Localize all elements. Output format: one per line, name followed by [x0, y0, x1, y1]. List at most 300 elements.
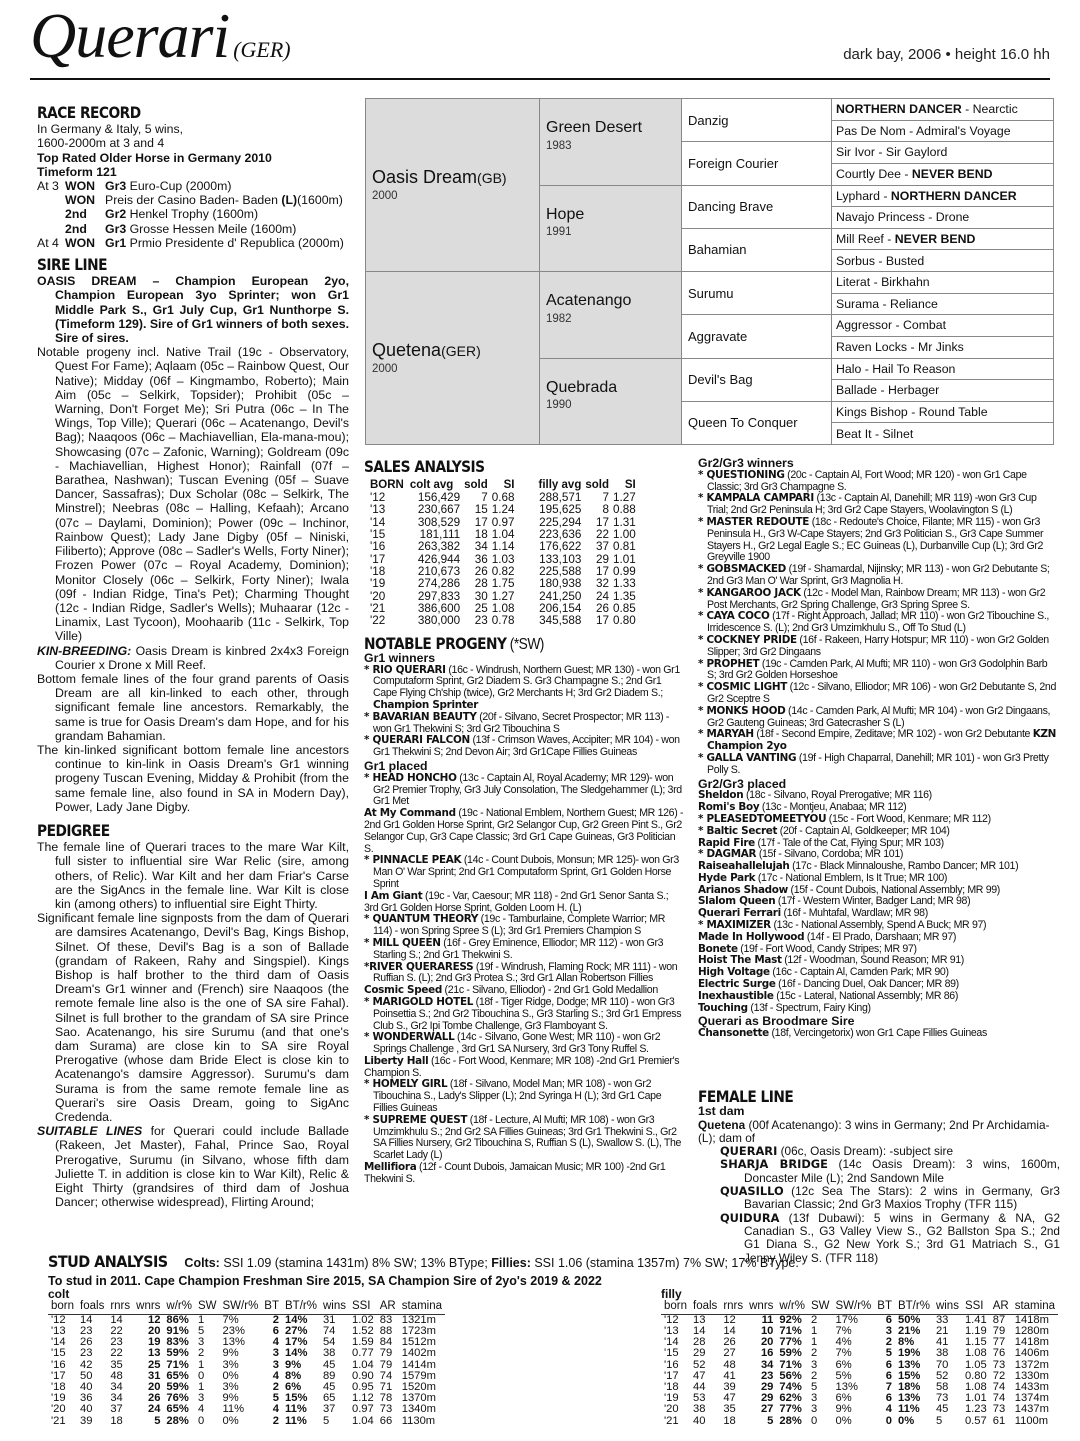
- stud-header: BT/r%: [282, 1300, 320, 1314]
- sales-cell: 17: [595, 614, 609, 628]
- pedigree-year: 1983: [546, 139, 572, 152]
- sales-cell: 37: [595, 540, 609, 554]
- stud-cell: 20: [760, 1336, 774, 1349]
- first-dam-heading: 1st dam: [698, 1104, 745, 1119]
- sales-cell: 225,588: [539, 564, 582, 578]
- horse-country: (GER): [233, 37, 291, 62]
- stud-header: rnrs: [107, 1300, 133, 1314]
- sales-cell: 0.81: [612, 540, 636, 554]
- pedigree-great-grandparent: Dancing Brave: [682, 185, 832, 228]
- sales-analysis: [364, 458, 684, 627]
- sales-cell: 26: [474, 564, 488, 578]
- stud-cell: 0: [885, 1414, 892, 1427]
- stud-cell: 29: [693, 1347, 706, 1360]
- stud-cell: 40: [80, 1403, 93, 1416]
- sire-line-p2: Notable progeny incl. Native Trail (19c - Observatory, Quest For Fame); Aqlaam (05c – Rainbow Quest, Our Native); Midday (06f – Kingmambo, Roberto); Main Aim (05c – Selkirk, Topsider); Prohibit (05c – Warning, Don't Forget Me); Sri Putra (06c – In The Wings, Top Ville); Querari (06c – Acatenango, Devil's Bag); Naaqoos (06c – Machiavellian, Ela-mana-mou); Showcasing (07c – Zafonic, Warning); Goldream (09c - Machiavellian, Highest Honor); Rainfall (07f – Barathea, Nashwan); Tuscan Evening (05f – Suave Dancer, Sassafras); Dux Scholar (08c – Selkirk, The Minstrel); Neebras (08c – Halling, Kefaah); Arcano (07c – Daylami, Dominion); Power (09c – Inchinor, Rainbow Quest); Lady Jane Digby (05f – Niniski, Filiberto); Approve (08c – Sadler's Wells, Forty Niner); Frozen Power (07c – Royal Academy, Dominion); Monitor Closely (06c – Selkirk, Forty Niner); Iwala (09f - Indian Ridge, Tina's Pet); Charming Thought (12c - Indian Ridge, Sadler's Wells); Muhaarar (12c - Linamix, Last Tycoon), Moohaarib (11c - Selkirk, Top Ville): [37, 345, 349, 644]
- sales-cell: 23: [474, 614, 488, 628]
- stud-cell: 16: [760, 1347, 774, 1360]
- stud-cell: 6%: [835, 1392, 852, 1405]
- stud-cell: 5: [935, 1414, 943, 1427]
- title-rule: [30, 78, 1050, 80]
- stud-cell: 33: [935, 1313, 949, 1326]
- stud-cell: 9%: [222, 1347, 239, 1360]
- stud-cell: 5: [322, 1414, 330, 1427]
- stud-cell: 2: [810, 1369, 818, 1382]
- stud-cell: 3: [810, 1392, 818, 1405]
- stud-cell: 3: [197, 1392, 205, 1405]
- progeny-name: * Baltic Secret: [698, 824, 778, 837]
- pedigree-ggg-a: Courtly Dee -: [836, 167, 912, 181]
- stud-cell: 18: [110, 1414, 123, 1427]
- sales-cell: 7: [481, 491, 488, 505]
- sales-cell: 25: [474, 601, 488, 615]
- progeny-entry: [698, 659, 1058, 683]
- sales-row: [364, 541, 636, 553]
- pedigree-great-grandparent: Surumu: [682, 272, 832, 315]
- stud-cell: 1406m: [1014, 1347, 1049, 1360]
- stud-cell: 3: [272, 1358, 279, 1371]
- stud-cell: 19: [147, 1336, 161, 1349]
- stud-cell: 29: [760, 1381, 774, 1394]
- progeny-extra: Champion Sprinter: [373, 698, 479, 711]
- sales-cell: 36: [474, 552, 488, 566]
- female-line-name: SHARJA BRIDGE: [720, 1157, 828, 1172]
- pedigree-ggg-a: Kings Bishop - Round Table: [836, 404, 988, 419]
- progeny-entry: [698, 611, 1058, 635]
- female-line-text: (13f Dubawi): 5 wins in Germany & NA, G2 Canadian S., G3 Valley View S., G2 Ballston Spa S.; 2nd G1 Diana S., G2 New York S.; 3rd G1 Matriach S., G1 Jenny Wiley S. (TFR 118): [744, 1210, 1060, 1265]
- stud-cell: 1.01: [964, 1392, 987, 1405]
- stud-cell: '19: [663, 1392, 679, 1405]
- stud-cell: 6%: [835, 1358, 852, 1371]
- stud-header: foals: [690, 1300, 720, 1314]
- progeny-text: (17c - Black Minnaloushe, Rambo Dancer; MR 101): [789, 860, 1019, 873]
- colts-label: Colts:: [184, 1256, 220, 1270]
- sales-cell: 195,625: [539, 503, 582, 517]
- progeny-extra: KZN Champion 2yo: [707, 728, 1057, 753]
- bms-list: [698, 1028, 1058, 1040]
- race-age: [37, 222, 65, 236]
- stud-cell: 36: [80, 1392, 93, 1405]
- stud-header-row: [48, 1300, 445, 1314]
- progeny-name: I Am Giant: [364, 889, 423, 902]
- stud-cell: '18: [51, 1381, 66, 1394]
- progeny-name: * MAXIMIZER: [698, 919, 771, 932]
- stud-cell: 5: [767, 1414, 774, 1427]
- female-line-name: QUASILLO: [720, 1184, 784, 1199]
- stud-cell: 77%: [779, 1403, 802, 1416]
- stud-cell: 5%: [835, 1369, 852, 1382]
- race-name: Gr3 Euro-Cup (2000m): [105, 179, 232, 194]
- stud-header: rnrs: [720, 1300, 746, 1314]
- stud-header: w/r%: [776, 1300, 808, 1314]
- progeny-heading-text: NOTABLE PROGENY: [364, 634, 507, 653]
- stud-cell: 0.90: [351, 1369, 374, 1382]
- stud-row: [661, 1348, 1058, 1359]
- gr1-winners-list: [364, 665, 684, 759]
- stud-cell: 0%: [222, 1414, 239, 1427]
- progeny-name: Hyde Park: [698, 871, 756, 884]
- sales-cell: '15: [370, 528, 386, 542]
- sales-cell: 297,833: [417, 589, 461, 603]
- sales-cell: 17: [474, 515, 488, 529]
- stud-tables: [48, 1288, 1058, 1426]
- progeny-text: (18f - Tiger Ridge, Dodge; MR 110) - won Gr3 Poinsettia S.; 2nd Gr2 Tibouchina S., Gr3 Starling S.; 3rd Gr1 Empress Club S., Gr2 Ipi Tombe Challenge, Gr3 Flamboyant S.: [373, 995, 682, 1032]
- sales-table: [364, 479, 636, 628]
- stud-cell: 5: [154, 1414, 161, 1427]
- stud-header: SW/r%: [833, 1300, 875, 1314]
- pedigree-great-grandparent: Foreign Courier: [682, 142, 832, 185]
- stud-cell: 47: [693, 1369, 706, 1382]
- pedigree-ggg-a: Aggressor - Combat: [836, 318, 947, 333]
- sales-cell: 426,944: [417, 552, 461, 566]
- stud-header: wnrs: [133, 1300, 163, 1314]
- stud-cell: 7: [885, 1381, 892, 1394]
- stud-cell: 1414m: [401, 1358, 436, 1371]
- sales-cell: 181,111: [419, 528, 461, 542]
- stud-cell: 9%: [222, 1392, 239, 1405]
- sales-cell: 30: [474, 589, 488, 603]
- progeny-entry: [364, 1056, 684, 1080]
- stud-cell: 74: [379, 1369, 393, 1382]
- progeny-text: (18c - Silvano, Royal Prerogative; MR 116): [743, 789, 932, 802]
- stud-cell: 31: [322, 1313, 336, 1326]
- stud-cell: 5: [197, 1325, 205, 1337]
- progeny-entry: [364, 855, 684, 890]
- stud-cell: 2: [810, 1347, 818, 1360]
- sales-row: [364, 504, 636, 516]
- stud-cell: 0%: [835, 1414, 852, 1427]
- progeny-name: At My Command: [364, 807, 456, 820]
- progeny-text: (19f - High Chaparral, Danehill; MR 101) - won Gr3 Pretty Polly S.: [707, 751, 1049, 776]
- stud-cell: 18%: [897, 1381, 921, 1394]
- stud-cell: 1330m: [1014, 1369, 1049, 1382]
- progeny-text: (18f - Lecture, Al Mufti; MR 108) - won Gr3 Umzimkhulu S.; 2nd Gr2 SA Fillies Guineas; 3rd Gr1 Thekwini S., Gr2 SA Fillies Nursery, Gr2 Tibouchina S, Ruffian S (L), Swallow S. (L), The Scarlet Lady (L): [373, 1113, 682, 1162]
- progeny-text: (14c - Silvano, Gone West; MR 110) - won Gr2 Springs Challenge , 3rd Gr1 SA Nursery, 3rd Gr3 Tony Ruffel S.: [373, 1031, 661, 1056]
- progeny-entry: [364, 891, 684, 915]
- sales-cell: 26: [595, 601, 609, 615]
- progeny-name: * COSMIC LIGHT: [698, 681, 788, 694]
- stud-cell: 15%: [285, 1392, 308, 1405]
- progeny-name: * PINNACLE PEAK: [364, 854, 462, 867]
- stud-cell: 44: [693, 1381, 706, 1394]
- progeny-text: (14c - Count Dubois, Monsun; MR 125)- won Gr3 Man O' War Sprint; 2nd Gr1 Computaform Sprint, Gr1 Golden Horse Sprint: [373, 854, 679, 890]
- stud-cell: 1437m: [1014, 1403, 1049, 1416]
- stud-cell: 0: [197, 1369, 205, 1382]
- stud-cell: 1: [197, 1381, 205, 1394]
- stud-cell: 26: [147, 1392, 161, 1405]
- pedigree-year: 1991: [546, 226, 572, 239]
- stud-cell: 71: [379, 1381, 393, 1394]
- stud-cell: 62%: [779, 1392, 802, 1405]
- filly-table: [661, 1300, 1058, 1426]
- stud-cell: 2: [885, 1336, 892, 1349]
- female-line-name: QUERARI: [720, 1144, 778, 1159]
- stud-heading: STUD ANALYSIS: [48, 1252, 168, 1271]
- pedigree-great-grandparent: Bahamian: [682, 228, 832, 271]
- progeny-name: * COCKNEY PRIDE: [698, 633, 797, 646]
- stud-cell: 1130m: [401, 1414, 436, 1427]
- stud-cell: 41: [723, 1369, 736, 1382]
- stud-cell: 52: [935, 1369, 949, 1382]
- stud-cell: 12: [147, 1313, 161, 1326]
- stud-cell: 26: [80, 1336, 93, 1349]
- progeny-name: * MONKS HOOD: [698, 704, 786, 717]
- progeny-entry: [364, 962, 684, 986]
- left-column: [37, 103, 350, 1210]
- sales-cell: 1.31: [612, 515, 636, 529]
- stud-cell: 0%: [897, 1414, 915, 1427]
- sales-cell: 0.82: [491, 564, 515, 578]
- pedigree-p1: The female line of Querari traces to the mare War Kilt, full sister to influential sire War Relic (sire, among others, of Relic). War Kilt and her dam Friar's Carse are the SigAncs in the female line. War Kilt is close kin (among others) to influential sire Eight Thirty.: [37, 840, 349, 911]
- stud-header: BT/r%: [895, 1300, 933, 1314]
- stud-cell: 23: [80, 1325, 93, 1337]
- stud-cell: 61: [992, 1414, 1006, 1427]
- pedigree-ggg-a: Halo - Hail To Reason: [836, 361, 956, 376]
- sales-header: BORN: [370, 478, 404, 491]
- progeny-name: High Voltage: [698, 966, 770, 979]
- stud-cell: 1372m: [1014, 1358, 1049, 1371]
- progeny-name: Inexhaustible: [698, 989, 774, 1002]
- progeny-name: * HOMELY GIRL: [364, 1078, 448, 1091]
- pedigree-ggg: [832, 250, 1054, 272]
- progeny-name: Bonete: [698, 942, 738, 955]
- stud-cell: 23: [80, 1347, 93, 1360]
- progeny-entry: [364, 735, 684, 759]
- pedigree-ggg: [832, 207, 1054, 229]
- colts-summary: SSI 1.09 (stamina 1431m) 8% SW; 13% BType;: [219, 1256, 492, 1270]
- progeny-entry: [698, 682, 1058, 706]
- stud-cell: 37: [322, 1403, 336, 1416]
- stud-cell: 20: [147, 1381, 161, 1394]
- stud-cell: '14: [663, 1336, 679, 1349]
- stud-cell: 4: [272, 1336, 279, 1349]
- race-record-row: [37, 207, 349, 221]
- progeny-name: * MASTER REDOUTE: [698, 515, 810, 528]
- pedigree-ggg-a: Sorbus - Busted: [836, 253, 925, 268]
- pedigree-great-grandparent: Queen To Conquer: [682, 401, 832, 444]
- progeny-entry: [364, 1079, 684, 1114]
- sales-header: SI: [503, 478, 515, 491]
- race-name: Gr2 Henkel Trophy (1600m): [105, 207, 259, 222]
- sales-cell: 1.75: [491, 577, 515, 591]
- stud-cell: 1723m: [401, 1325, 436, 1337]
- sales-cell: 1.01: [612, 552, 636, 566]
- stud-cell: 73: [992, 1403, 1006, 1416]
- stud-header: SSI: [962, 1300, 990, 1314]
- stud-cell: 13%: [897, 1392, 921, 1405]
- stud-cell: 1.08: [964, 1381, 987, 1394]
- fillies-summary: SSI 1.06 (stamina 1357m) 7% SW; 17% BType.: [530, 1256, 799, 1270]
- race-age: [37, 193, 65, 207]
- stud-cell: 72: [992, 1369, 1006, 1382]
- stud-cell: 31: [147, 1369, 161, 1382]
- stud-cell: 1.08: [964, 1347, 987, 1360]
- stud-cell: 65: [322, 1392, 336, 1405]
- stud-cell: 1433m: [1014, 1381, 1049, 1394]
- pedigree-ggg: [832, 315, 1054, 337]
- progeny-name: Sheldon: [698, 789, 744, 802]
- stud-cell: 1: [197, 1358, 205, 1371]
- race-record-row: [37, 179, 349, 193]
- stud-cell: 76%: [166, 1392, 189, 1405]
- stud-header: BT: [261, 1300, 282, 1314]
- progeny-heading-suffix: (*SW): [506, 636, 544, 653]
- progeny-name: * PLEASEDTOMEETYOU: [698, 812, 827, 825]
- progeny-entry: [698, 1028, 1058, 1040]
- race-age: At 3: [37, 179, 59, 194]
- stud-cell: 1: [810, 1336, 818, 1349]
- pedigree-ggg-b: NORTHERN DANCER: [890, 188, 1017, 203]
- pedigree-year: 1982: [546, 312, 572, 325]
- pedigree-year: 2000: [372, 363, 398, 376]
- stud-cell: 34: [110, 1392, 123, 1405]
- progeny-text: (15c - Lateral, National Assembly; MR 86): [773, 989, 958, 1002]
- progeny-entry: [698, 493, 1058, 517]
- stud-cell: 11%: [285, 1414, 307, 1427]
- progeny-text: (17f - Right Approach, Jallad; MR 110) - won Gr2 Tibouchine S., Irridescence S. (L); 2nd Gr3 Umzimkhulu S., Off To Stud (L): [707, 610, 1050, 635]
- progeny-text: (13c - National Assembly, Spend A Buck; MR 97): [770, 919, 987, 932]
- kin-breeding-label: KIN-BREEDING:: [37, 643, 132, 658]
- sales-cell: 1.04: [491, 528, 515, 542]
- stud-cell: 1: [197, 1313, 205, 1326]
- filly-table-wrap: [661, 1288, 1058, 1426]
- sales-cell: 288,571: [539, 491, 582, 505]
- pedigree-row: [366, 272, 1054, 294]
- progeny-name: *RIVER QUERARESS: [364, 960, 474, 973]
- stud-cell: 9%: [835, 1403, 852, 1416]
- stud-cell: 35: [723, 1403, 736, 1416]
- stud-cell: 3: [810, 1358, 818, 1371]
- progeny-text: (19c - Camden Park, Al Mufti; MR 110) - won Gr3 Godolphin Barb S; 3rd Gr2 Golden Horseshoe: [707, 657, 1048, 682]
- sales-cell: 210,673: [417, 564, 461, 578]
- stud-cell: 17%: [835, 1313, 858, 1326]
- stud-cell: 6%: [285, 1381, 302, 1394]
- sales-cell: 380,000: [417, 614, 461, 628]
- stud-cell: 0.80: [964, 1369, 987, 1382]
- gr1-placed-list: [364, 773, 684, 1186]
- sales-heading: SALES ANALYSIS: [364, 457, 485, 476]
- stud-header: born: [48, 1300, 77, 1314]
- sales-cell: '17: [370, 552, 386, 566]
- sales-cell: 22: [595, 528, 609, 542]
- progeny-text: (21c - Silvano, Elliodor) - 2nd Gr1 Gold Medallion: [441, 984, 658, 997]
- pedigree-row: [366, 99, 1054, 121]
- stud-cell: '12: [51, 1313, 66, 1326]
- gr23-placed-heading: Gr2/Gr3 placed: [698, 776, 787, 791]
- pedigree-grandparent: [540, 358, 682, 445]
- progeny-text: (13f - Spectrum, Fairy King): [747, 1001, 871, 1014]
- bms-heading: Querari as Broodmare Sire: [698, 1014, 855, 1029]
- progeny-entry: [698, 706, 1058, 730]
- dam-name: Quetena: [698, 1117, 746, 1132]
- stud-cell: 11%: [285, 1403, 307, 1416]
- stud-header: born: [661, 1300, 690, 1314]
- progeny-text: (15f - Count Dubois, National Assembly; MR 99): [787, 883, 1000, 896]
- stud-cell: '14: [51, 1336, 66, 1349]
- progeny-text: (17f - Western Winter, Badger Land; MR 98): [775, 895, 971, 908]
- stud-cell: 58: [935, 1381, 949, 1394]
- pedigree-ggg-b: NEVER BEND: [894, 231, 976, 246]
- pedigree-name: Hope: [546, 205, 585, 223]
- sales-cell: '21: [370, 601, 386, 615]
- sales-cell: '20: [370, 589, 386, 603]
- sales-cell: 1.14: [491, 540, 515, 554]
- stud-cell: 3: [810, 1403, 818, 1416]
- stud-cell: 0.57: [964, 1414, 987, 1427]
- female-line-heading: FEMALE LINE: [698, 1087, 794, 1106]
- stud-cell: 0%: [222, 1369, 239, 1382]
- stud-cell: 4: [272, 1403, 279, 1416]
- stud-cell: 1512m: [401, 1336, 436, 1349]
- progeny-name: * WONDERWALL: [364, 1031, 455, 1044]
- stud-cell: 19%: [897, 1347, 921, 1360]
- stud-header: wins: [933, 1300, 962, 1314]
- stud-cell: '19: [51, 1392, 66, 1405]
- stud-cell: 1374m: [1014, 1392, 1049, 1405]
- stud-row: [48, 1416, 445, 1427]
- stud-cell: 78: [379, 1392, 393, 1405]
- progeny-text: (16c - Windrush, Northern Guest; MR 130) - won Gr1 Computaform Sprint, Gr2 Diadem S. Gr3 Champagne S.; 2nd Gr1 Cape Flying Ch'ship (twice), Gr2 Merchants H; 3rd Gr2 Diadem S.;: [373, 663, 680, 700]
- sales-cell: 274,286: [417, 577, 461, 591]
- stud-head: [48, 1253, 1058, 1274]
- progeny-name: Querari Ferrari: [698, 907, 781, 920]
- sales-cell: 8: [602, 503, 609, 517]
- stud-cell: 28%: [779, 1414, 802, 1427]
- progeny-text: (19c - National Emblem, Northern Guest; MR 126) - 2nd Gr1 Golden Horse Sprint, Gr2 Selangor Cup, Gr2 Green Pint S., Gr2 Selangor Cup, Gr3 Cape Classic; 3rd Gr1 Cape Guineas, Gr3 Politician S.: [364, 807, 684, 855]
- pedigree-p2: Significant female line signposts from the dam of Querari are damsires Acatenango, Devil's Bag, Kings Bishop, Silnet. Of these, Devil's Bag is a son of Ballade (grandam of Rakeen, Rahy and Singspiel). Kings Bishop is half brother to the third dam of Oasis Dream's Gr1 winner and (French) sire Naaqoos (the remote female line also is the one of SA sire Fahal). Silnet is full brother to the grandam of SA sire Prince Sao. Acatenango, his sire Surumu (and that one's dam Surama) are close kin to SA sire Royal Prerogative (whose dam Bride Elect is close kin to Acatenango's damsire Aggressor). Surumu's dam Surama is from the same remote female line as Querari's sire Oasis Dream, going to SigAnc Credenda.: [37, 911, 349, 1125]
- sales-cell: '13: [370, 503, 386, 517]
- stud-cell: 25: [147, 1358, 161, 1371]
- progeny-text: (20c - Captain Al, Fort Wood; MR 120) - won Gr1 Cape Classic; 3rd Gr3 Champagne S.: [707, 468, 1027, 493]
- race-position: 2nd: [65, 221, 87, 236]
- stud-cell: 13: [147, 1347, 161, 1360]
- stud-cell: 37: [110, 1403, 123, 1416]
- stud-cell: 2: [272, 1381, 279, 1394]
- progeny-text: (16c - Fort Wood, Kenmare; MR 108) -2nd Gr1 Premier's Champion S.: [364, 1054, 680, 1079]
- stud-cell: 89: [322, 1369, 336, 1382]
- progeny-text: (18f, Vercingetorix) won Gr1 Cape Fillies Guineas: [768, 1027, 987, 1040]
- sales-cell: 17: [595, 564, 609, 578]
- stud-cell: '13: [663, 1325, 679, 1337]
- progeny-name: Romi's Boy: [698, 801, 760, 814]
- stud-header: SW/r%: [220, 1300, 262, 1314]
- kin-breeding-text: Oasis Dream is kinbred 2x4x3 Foreign Courier x Drone x Mill Reef.: [55, 643, 349, 672]
- gr23-placed-list: [698, 790, 1058, 1014]
- progeny-text: (12f - Count Dubois, Jamaican Music; MR 100) -2nd Gr1 Thekwini S.: [364, 1161, 666, 1185]
- stud-cell: 0.97: [351, 1403, 374, 1416]
- stud-cell: 66: [379, 1414, 393, 1427]
- colt-table-wrap: [48, 1288, 445, 1426]
- progeny-name: Mellifiora: [364, 1161, 417, 1174]
- stud-cell: 11: [761, 1313, 774, 1326]
- sales-cell: 1.00: [612, 528, 636, 542]
- stud-header: SW: [195, 1300, 220, 1314]
- progeny-entry: [364, 808, 684, 855]
- stud-cell: 74%: [779, 1381, 802, 1394]
- stud-cell: 26: [723, 1336, 736, 1349]
- stud-cell: 1.52: [351, 1325, 374, 1337]
- stud-cell: '21: [51, 1414, 66, 1427]
- female-line-name: QUIDURA: [720, 1210, 780, 1225]
- stud-cell: 40: [693, 1414, 706, 1427]
- stud-cell: 87: [992, 1313, 1006, 1326]
- stud-cell: 23: [110, 1336, 123, 1349]
- progeny-text: (19c - Var, Caesour; MR 118) - 2nd Gr1 Senor Santa S.; 3rd Gr1 Golden Horse Sprint, Golden Loom H. (L): [364, 889, 669, 914]
- stud-cell: 28: [693, 1336, 706, 1349]
- stud-cell: '13: [51, 1325, 66, 1337]
- progeny-text: (19f - Fort Wood, Candy Stripes; MR 97): [737, 942, 917, 955]
- female-line-text: (14c Oasis Dream): 3 wins, 1600m, Doncaster Mile (L); 2nd Sandown Mile: [744, 1157, 1060, 1185]
